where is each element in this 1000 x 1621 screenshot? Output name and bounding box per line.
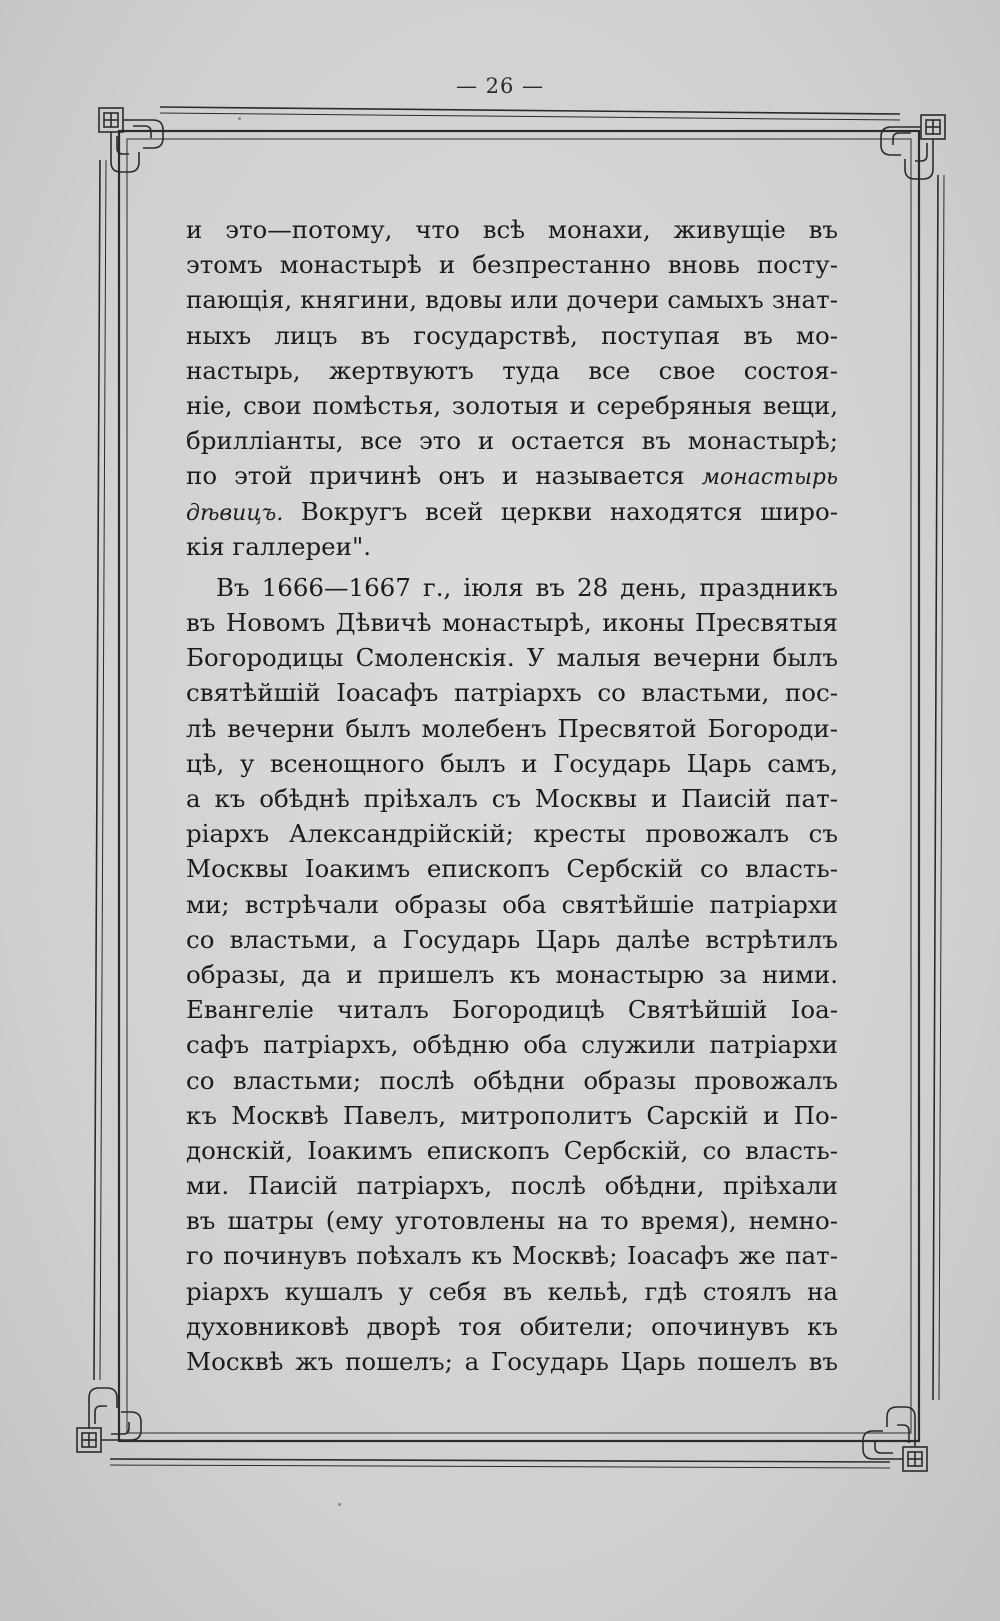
italic-term: монастырь xyxy=(701,465,838,491)
text-line: ріархъ кушалъ у себя въ кельѣ, гдѣ стоялъ на xyxy=(186,1276,838,1306)
ink-speck xyxy=(338,1503,341,1506)
text-line: къ Москвѣ Павелъ, митрополитъ Сарскій и По- xyxy=(186,1100,838,1130)
text-line: го починувъ поѣхалъ къ Москвѣ; Іоасафъ же пат- xyxy=(186,1241,838,1271)
body-text xyxy=(186,212,838,1379)
italic-term: дѣвицъ. xyxy=(186,500,284,526)
text-run: Вокругъ всей церкви находятся широ- xyxy=(283,496,838,526)
text-line: сафъ патріархъ, обѣдню оба служили патріархи xyxy=(186,1030,838,1060)
text-line: ніе, свои помѣстья, золотыя и серебряныя вещи, xyxy=(186,390,838,420)
text-line: ми; встрѣчали образы оба святѣйшіе патріархи xyxy=(186,889,838,919)
text-line xyxy=(186,458,838,493)
corner-ornament-top-left xyxy=(99,108,163,172)
text-line: и это—потому, что всѣ монахи, живущіе въ xyxy=(186,215,838,244)
page-number: — 26 — xyxy=(455,74,545,98)
text-line: цѣ, у всенощного былъ и Государь Царь самъ, xyxy=(186,748,838,778)
text-line: этомъ монастырѣ и безпрестанно вновь посту- xyxy=(186,250,838,280)
text-line: духовниковѣ дворѣ тоя обители; опочинувъ къ xyxy=(186,1311,838,1341)
text-line: бриллiанты, все это и остается въ монастырѣ; xyxy=(186,426,838,456)
text-line xyxy=(186,494,838,529)
text-line: со властьми, а Государь Царь далѣе встрѣтилъ xyxy=(186,924,838,954)
text-line: ми. Паисій патріархъ, послѣ обѣдни, пріѣхали xyxy=(186,1171,838,1201)
text-line: лѣ вечерни былъ молебенъ Пресвятой Богороди- xyxy=(186,713,838,743)
text-line: настырь, жертвуютъ туда все свое состоя- xyxy=(186,355,838,385)
text-line: Богородицы Смоленскія. У малыя вечерни былъ xyxy=(186,643,838,673)
text-line: со властьми; послѣ обѣдни образы провожалъ xyxy=(186,1065,838,1095)
text-line: пающія, княгини, вдовы или дочери самыхъ знат- xyxy=(186,285,838,315)
text-line: святѣйшій Іоасафъ патріархъ со властьми, пос- xyxy=(186,678,838,708)
text-line: донскій, Іоакимъ епископъ Сербскій, со власть- xyxy=(186,1135,838,1165)
text-line: Въ 1666—1667 г., іюля въ 28 день, праздникъ xyxy=(216,572,838,602)
text-line: Евангеліе читалъ Богородицѣ Святѣйшій Іоа- xyxy=(186,995,838,1025)
ink-speck xyxy=(238,117,241,120)
text-line: кія галлереи". xyxy=(186,531,372,561)
text-line: ныхъ лицъ въ государствѣ, поступая въ мо- xyxy=(186,320,838,350)
text-line: Москвѣ жъ пошелъ; а Государь Царь пошелъ въ xyxy=(186,1347,838,1376)
text-line: въ шатры (ему уготовлены на то время), немно- xyxy=(186,1206,838,1236)
corner-ornament-top-right xyxy=(881,115,945,179)
text-line: въ Новомъ Дѣвичѣ монастырѣ, иконы Пресвятыя xyxy=(186,608,838,638)
text-line: Москвы Іоакимъ епископъ Сербскій со власть- xyxy=(186,854,838,884)
text-line: ріархъ Александрійскій; кресты провожалъ съ xyxy=(186,819,838,849)
corner-ornament-bottom-left xyxy=(77,1388,141,1452)
text-line: образы, да и пришелъ къ монастырю за ними. xyxy=(186,959,838,989)
text-line: а къ обѣднѣ пріѣхалъ съ Москвы и Паисій пат- xyxy=(186,784,838,813)
paragraph-2 xyxy=(186,570,838,1379)
text-run: по этой причинѣ онъ и называется xyxy=(186,461,702,491)
paragraph-1 xyxy=(186,212,838,564)
